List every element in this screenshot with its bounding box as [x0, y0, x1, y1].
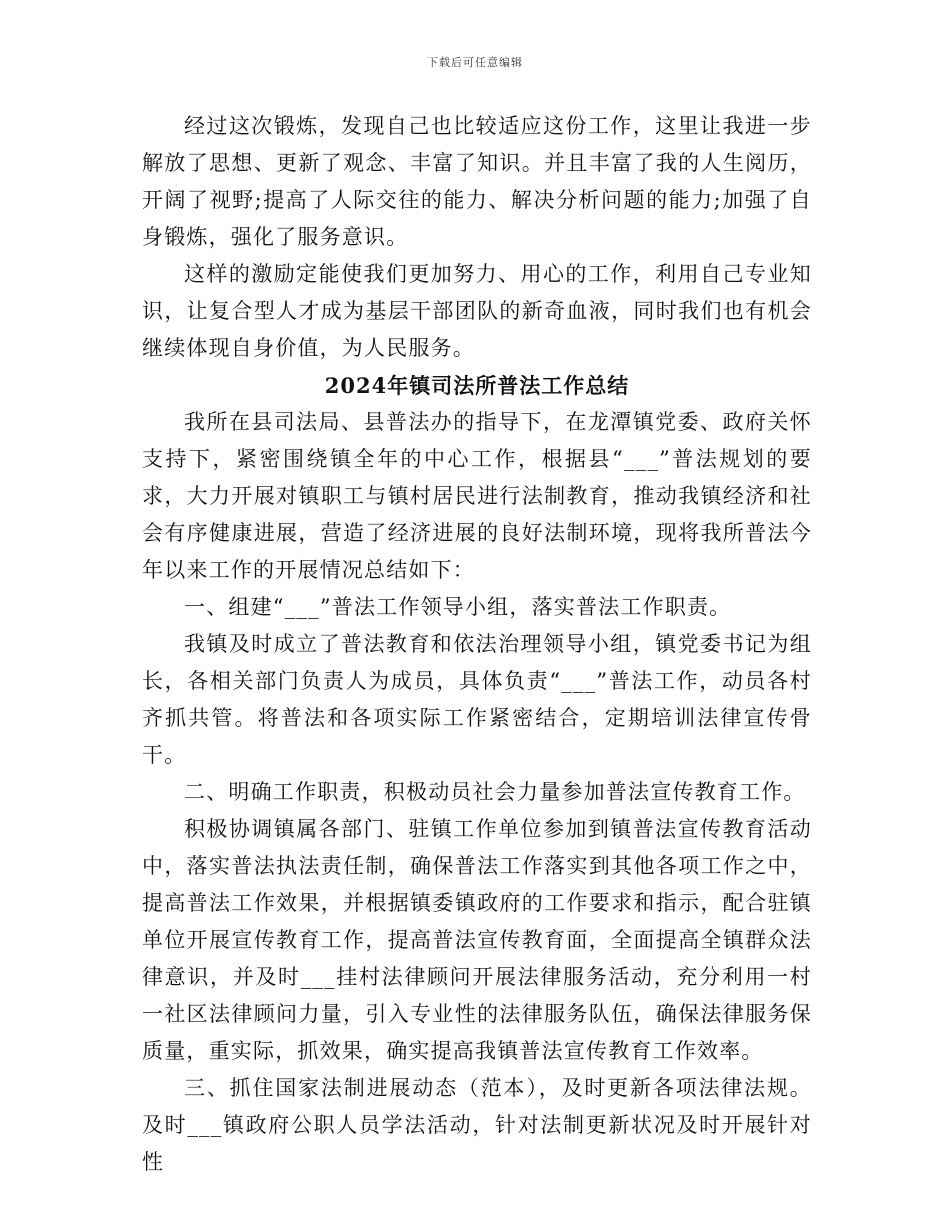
- paragraph: 积极协调镇属各部门、驻镇工作单位参加到镇普法宣传教育活动中，落实普法执法责任制，确保普法工作落实到其他各项工作之中，提高普法工作效果，并根据镇委镇政府的工作要求和指示，配合驻镇单位开展宣传教育工作，提高普法宣传教育面，全面提高全镇群众法律意识，并及时___挂村法律顾问开展法律服务活动，充分利用一村一社区法律顾问力量，引入专业性的法律服务队伍，确保法律服务保质量，重实际，抓效果，确实提高我镇普法宣传教育工作效率。: [142, 817, 812, 1063]
- paragraph: 经过这次锻炼，发现自己也比较适应这份工作，这里让我进一步解放了思想、更新了观念、丰富了知识。并且丰富了我的人生阅历，开阔了视野;提高了人际交往的能力、解决分析问题的能力;加强了自身锻炼，强化了服务意识。: [142, 114, 812, 249]
- document-title: 2024年镇司法所普法工作总结: [324, 373, 630, 398]
- section-heading: 二、明确工作职责，积极动员社会力量参加普法宣传教育工作。: [184, 780, 806, 804]
- paragraph: 这样的激励定能使我们更加努力、用心的工作，利用自己专业知识，让复合型人才成为基层干部团队的新奇血液，同时我们也有机会继续体现自身价值，为人民服务。: [142, 262, 812, 360]
- paragraph: 我镇及时成立了普法教育和依法治理领导小组，镇党委书记为组长，各相关部门负责人为成员，具体负责“___”普法工作，动员各村齐抓共管。将普法和各项实际工作紧密结合，定期培训法律宣传骨干。: [142, 632, 812, 767]
- paragraph: 我所在县司法局、县普法办的指导下，在龙潭镇党委、政府关怀支持下，紧密围绕镇全年的中心工作，根据县“___”普法规划的要求，大力开展对镇职工与镇村居民进行法制教育，推动我镇经济和社会有序健康进展，营造了经济进展的良好法制环境，现将我所普法今年以来工作的开展情况总结如下：: [142, 410, 812, 582]
- section-heading: 一、组建“___”普法工作领导小组，落实普法工作职责。: [184, 595, 732, 619]
- paragraph: 三、抓住国家法制进展动态（范本），及时更新各项法律法规。及时___镇政府公职人员学法活动，针对法制更新状况及时开展针对性: [142, 1076, 812, 1174]
- page-header: 下载后可任意编辑: [427, 56, 523, 69]
- document-body: [142, 108, 812, 1181]
